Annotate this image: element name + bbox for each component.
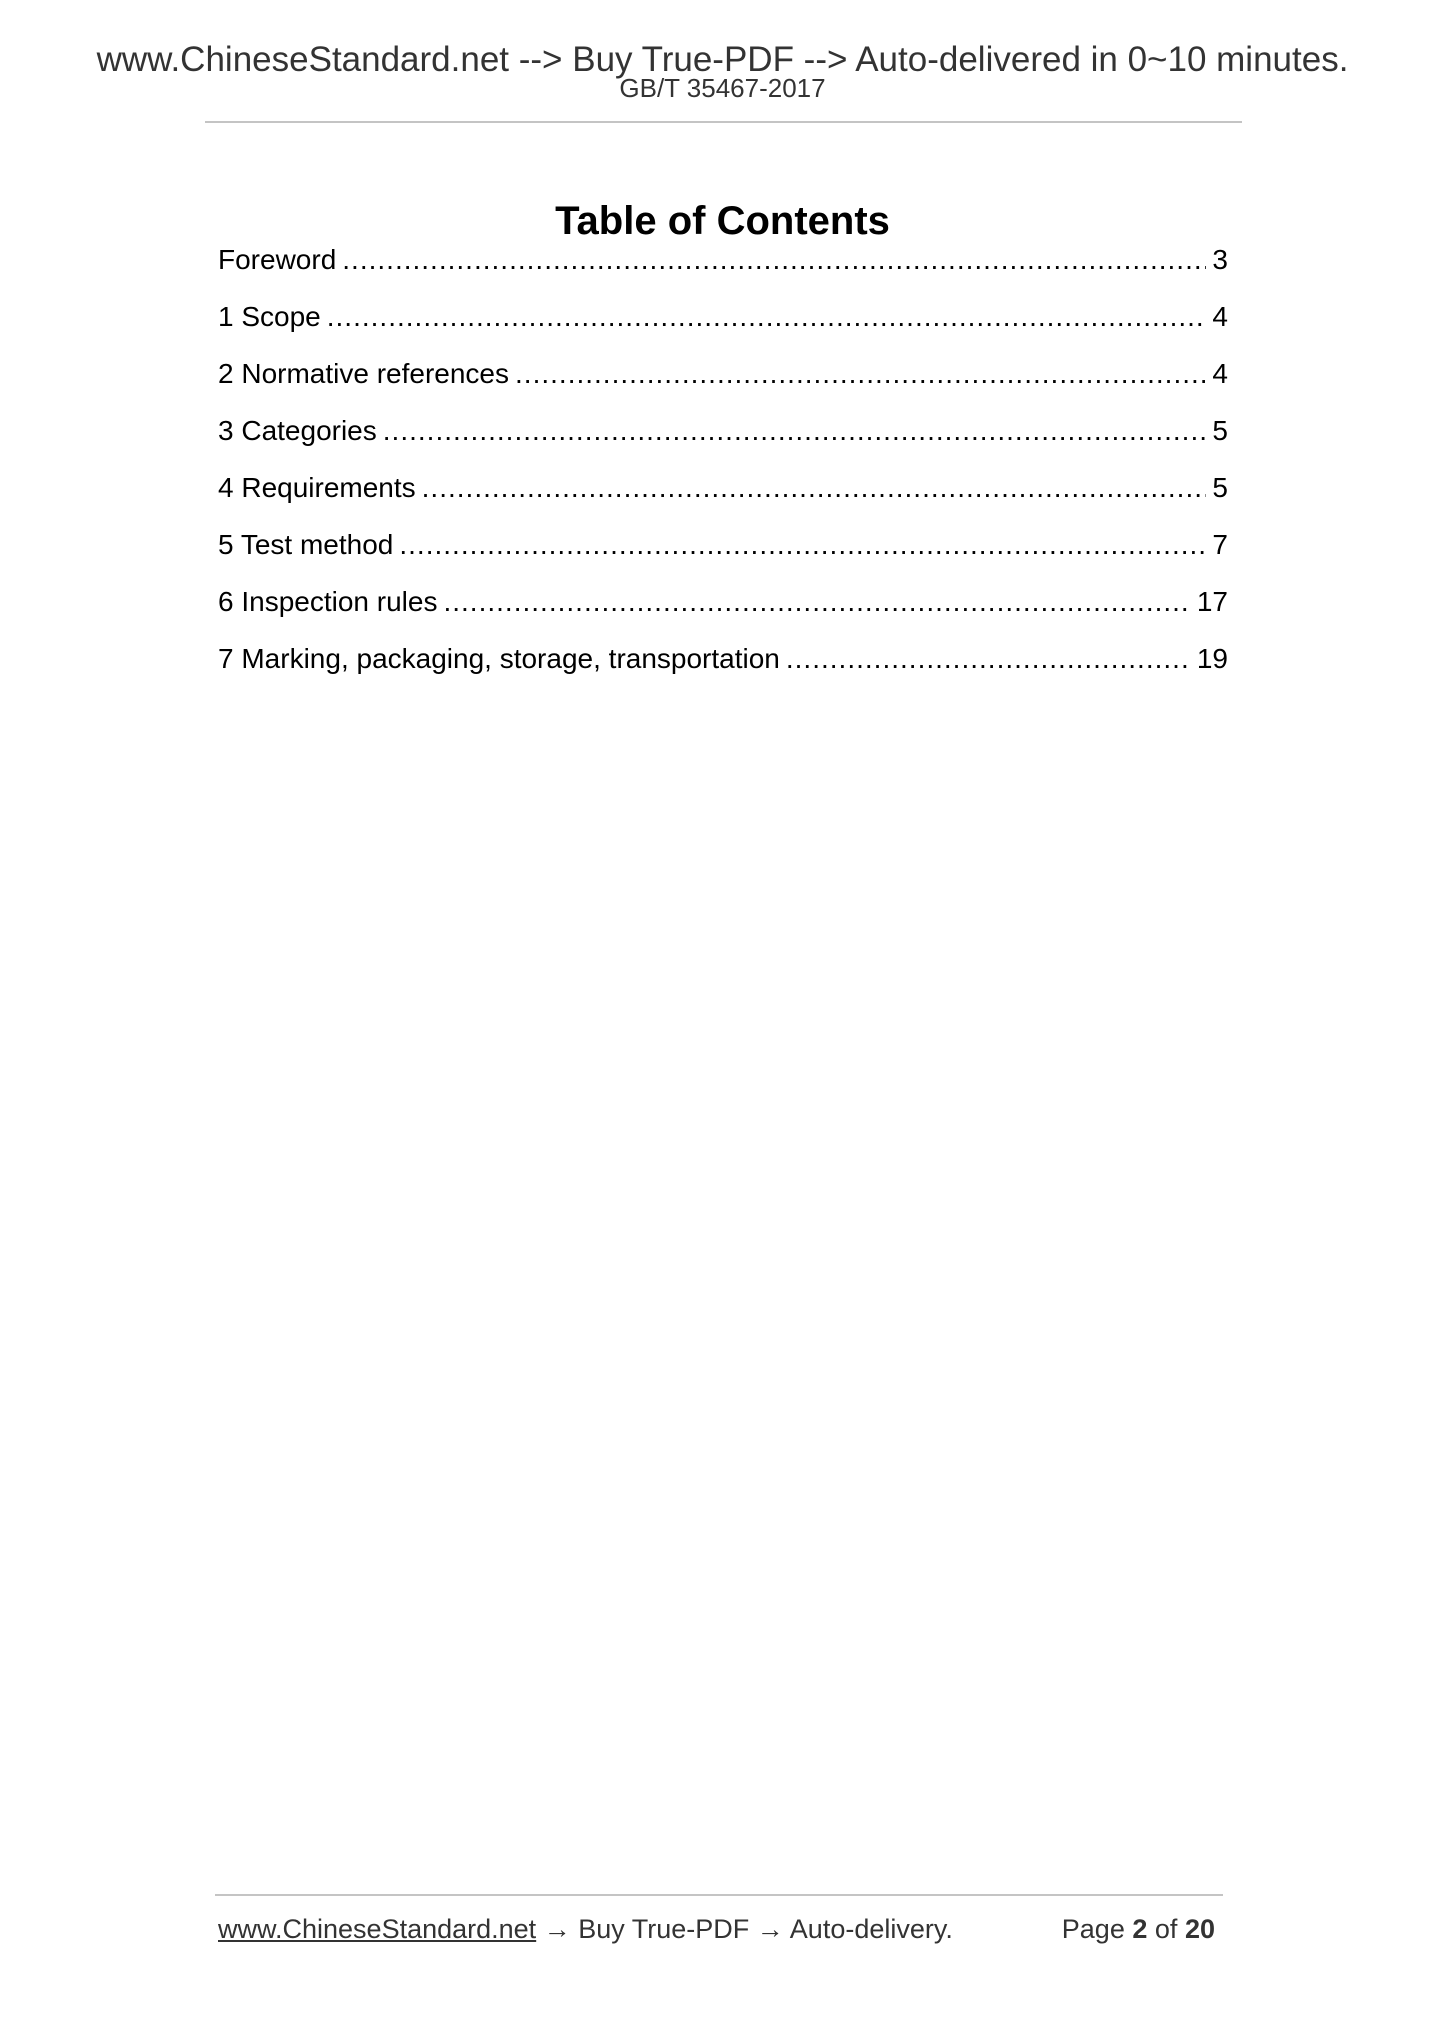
footer-promo bbox=[218, 1912, 953, 1946]
footer-site-link[interactable]: www.ChineseStandard.net bbox=[218, 1914, 537, 1944]
page-number bbox=[1062, 1912, 1215, 1946]
toc-leader-dots bbox=[327, 297, 1207, 337]
toc-leader-dots bbox=[443, 582, 1190, 622]
toc-leader-dots bbox=[422, 468, 1207, 508]
toc-entry-normative-references[interactable] bbox=[218, 354, 1228, 411]
header-divider bbox=[205, 121, 1242, 123]
standard-code: GB/T 35467-2017 bbox=[619, 73, 826, 103]
toc-entry-page: 3 bbox=[1212, 244, 1228, 275]
toc-entry-page: 4 bbox=[1212, 358, 1228, 389]
toc-entry-label: 4 Requirements bbox=[218, 472, 416, 503]
toc-entry-label: 5 Test method bbox=[218, 529, 394, 560]
toc-leader-dots bbox=[515, 354, 1206, 394]
toc-entry-page: 4 bbox=[1212, 301, 1228, 332]
of-word: of bbox=[1154, 1914, 1178, 1944]
toc-leader-dots bbox=[342, 240, 1206, 280]
table-of-contents bbox=[218, 240, 1228, 696]
toc-leader-dots bbox=[399, 525, 1206, 565]
page-word: Page bbox=[1061, 1914, 1125, 1944]
toc-entry-label: 2 Normative references bbox=[218, 358, 510, 389]
toc-leader-dots bbox=[786, 639, 1191, 679]
arrow-right-icon: → bbox=[756, 1914, 784, 1944]
toc-entry-foreword[interactable] bbox=[218, 240, 1228, 297]
arrow-right-icon: → bbox=[543, 1914, 571, 1944]
toc-entry-label: Foreword bbox=[218, 244, 337, 275]
footer-delivery-text: Auto-delivery. bbox=[789, 1914, 953, 1944]
toc-entry-inspection-rules[interactable] bbox=[218, 582, 1228, 639]
page-title: Table of Contents bbox=[555, 198, 890, 243]
toc-entry-page: 5 bbox=[1212, 472, 1228, 503]
toc-entry-label: 1 Scope bbox=[218, 301, 321, 332]
toc-leader-dots bbox=[383, 411, 1207, 451]
toc-entry-page: 7 bbox=[1212, 529, 1228, 560]
toc-entry-page: 17 bbox=[1196, 586, 1228, 617]
toc-entry-categories[interactable] bbox=[218, 411, 1228, 468]
toc-entry-scope[interactable] bbox=[218, 297, 1228, 354]
footer-divider bbox=[215, 1894, 1223, 1896]
current-page: 2 bbox=[1132, 1914, 1148, 1944]
toc-entry-page: 19 bbox=[1196, 643, 1228, 674]
toc-entry-marking[interactable] bbox=[218, 639, 1228, 696]
toc-entry-label: 6 Inspection rules bbox=[218, 586, 438, 617]
toc-entry-requirements[interactable] bbox=[218, 468, 1228, 525]
toc-entry-label: 7 Marking, packaging, storage, transportation bbox=[218, 643, 780, 674]
toc-entry-page: 5 bbox=[1212, 415, 1228, 446]
toc-entry-test-method[interactable] bbox=[218, 525, 1228, 582]
footer-buy-text: Buy True-PDF bbox=[578, 1914, 750, 1944]
toc-entry-label: 3 Categories bbox=[218, 415, 377, 446]
total-pages: 20 bbox=[1184, 1914, 1215, 1944]
header-banner: www.ChineseStandard.net --> Buy True-PDF --> Auto-delivered in 0~10 minutes. bbox=[96, 40, 1349, 79]
